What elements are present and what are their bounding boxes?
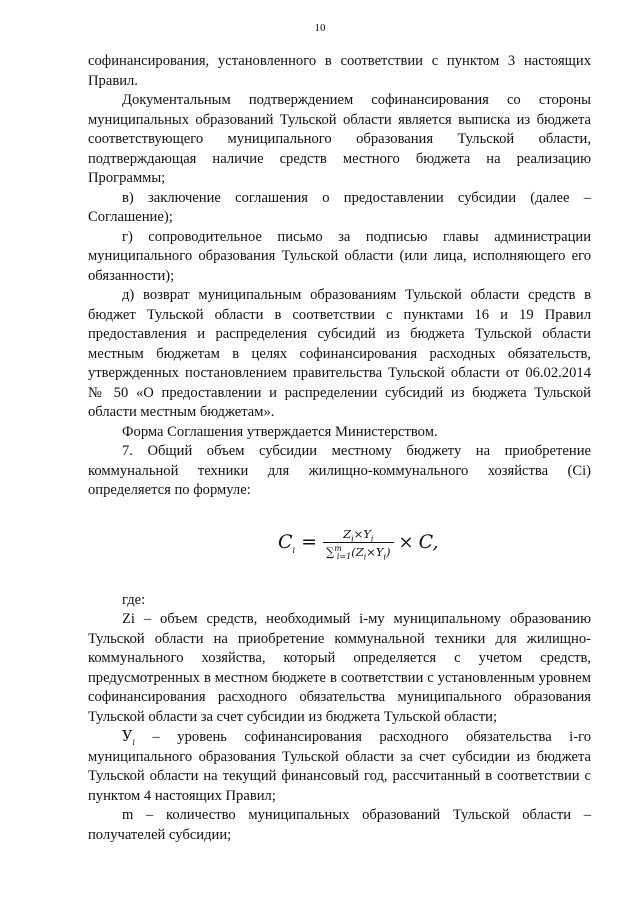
formula-equals: =: [301, 530, 318, 553]
formula-numerator: $Z_i\times Y_i$: [343, 526, 374, 543]
paragraph-item-d-refund: д) возврат муниципальным образованиям Тульской области средств в бюджет Тульской области в соответствии с пунктами 16 и 19 Правил предоставления и распределения субсидий из бюджета Тульской области местным бюджетам в целях софинансирования расходных обязательств, утвержденных постановлением правительства Тульской области от 06.02.2014 № 50 «О предоставлении и распределении субсидий из бюджета Тульской области местным бюджетам».: [88, 287, 591, 420]
subsidy-formula: [88, 527, 591, 571]
formula-denominator: $\sum^m_{i=1}(Z_i\times Y_i)$: [323, 542, 394, 559]
paragraph-agreement-form: Форма Соглашения утверждается Министерством.: [122, 423, 438, 440]
formula-fraction: [323, 527, 394, 559]
yi-symbol: $У_i$: [122, 728, 136, 747]
paragraph-cofinancing-continuation: софинансирования, установленного в соответствии с пунктом 3 настоящих Правил.: [88, 53, 591, 89]
paragraph-zi-definition: Zi – объем средств, необходимый i-му муниципальному образованию Тульской области на приобретение коммунальной техники для жилищно-коммунального хозяйства, который определяется с учетом средств, предусмотренных в местном бюджете в соответствии с установленным уровнем софинансирования расходного обязательства муниципального образования Тульской области за счет субсидии из бюджета Тульской области;: [88, 611, 591, 725]
paragraph-where: где:: [122, 591, 146, 608]
formula-times: ×: [398, 531, 414, 553]
paragraph-item-v-agreement: в) заключение соглашения о предоставлении субсидии (далее – Соглашение);: [88, 189, 591, 225]
formula-expression: [278, 527, 439, 559]
paragraph-m-definition: m – количество муниципальных образований Тульской области – получателей субсидии;: [88, 807, 591, 843]
formula-lhs: $C_i$: [278, 530, 296, 555]
paragraph-item-7-total-subsidy: 7. Общий объем субсидии местному бюджету на приобретение коммунальной техники для жилищно-коммунального хозяйства (Ci) определяется по формуле:: [88, 443, 591, 498]
page-number: 10: [314, 22, 326, 34]
paragraph-item-g-cover-letter: г) сопроводительное письмо за подписью главы администрации муниципального образования Тульской области (или лица, исполняющего его обязанности);: [88, 228, 591, 284]
paragraph-documentary-confirmation: Документальным подтверждением софинансирования со стороны муниципальных образований Тульской области является выписка из бюджета соответствующего муниципального образования Тульской области, подтверждающая наличие средств местного бюджета на реализацию Программы;: [88, 92, 591, 186]
formula-rhs: C,: [418, 530, 439, 553]
paragraph-yi-definition: $У_i$ – уровень софинансирования расходного обязательства i-го муниципального образования Тульской области за счет субсидии из бюджета Тульской области на текущий финансовый год, рассчитанный в соответствии с пунктом 4 настоящих Правил;: [88, 728, 591, 804]
document-body: [88, 52, 591, 845]
